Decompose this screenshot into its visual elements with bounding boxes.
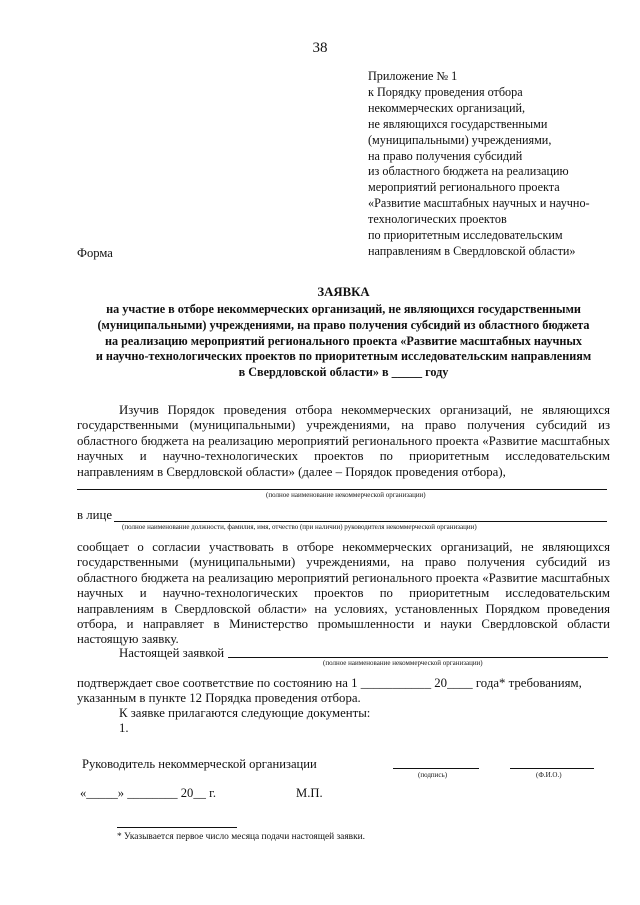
- head-name-caption: (полное наименование должности, фамилия, имя, отчество (при наличии) руководителя некоммерческой организации): [122, 523, 477, 531]
- attachment-item: 1.: [119, 721, 129, 735]
- subtitle-line: на реализацию мероприятий регионального проекта «Развитие масштабных научных: [104, 333, 583, 348]
- footnote: * Указывается первое число месяца подачи настоящей заявки.: [117, 832, 365, 842]
- confirm-line-1: подтверждает свое соответствие по состоянию на 1 ___________ 20____ года* требованиям,: [77, 676, 582, 690]
- footnote-separator: [117, 827, 237, 828]
- fio-caption: (Ф.И.О.): [536, 771, 562, 779]
- org-name-caption: (полное наименование некоммерческой организации): [266, 491, 426, 499]
- fio-field[interactable]: [510, 768, 594, 769]
- intro-paragraph: Изучив Порядок проведения отбора некоммерческих организаций, не являющихся государственными (муниципальными) учреждениями, на право получения субсидий из областного бюджета на реализацию мероприятий регионального проекта «Развитие масштабных научных и научно-технологических проектов по приоритетным исследовательским направлениям в Свердловской области» (далее – Порядок проведения отбора),: [77, 403, 610, 479]
- date-line: «_____» ________ 20__ г.: [80, 786, 216, 800]
- org-name-caption-2: (полное наименование некоммерческой организации): [323, 659, 483, 667]
- in-person-label: в лице: [77, 508, 113, 522]
- appendix-line: к Порядку проведения отбора: [368, 84, 523, 99]
- appendix-line: из областного бюджета на реализацию: [368, 164, 569, 179]
- document-title: ЗАЯВКА: [317, 285, 370, 299]
- attachments-label: К заявке прилагаются следующие документы:: [119, 706, 371, 720]
- appendix-line: по приоритетным исследовательским: [368, 228, 563, 243]
- subtitle-line: и научно-технологических проектов по приоритетным исследовательским направлениям: [95, 349, 592, 364]
- appendix-line: некоммерческих организаций,: [368, 100, 526, 115]
- head-label: Руководитель некоммерческой организации: [82, 757, 317, 771]
- consent-paragraph: сообщает о согласии участвовать в отборе некоммерческих организаций, не являющихся государственными (муниципальными) учреждениями, на право получения субсидий из областного бюджета на реализацию мероприятий регионального проекта «Развитие масштабных научных и научно-технологических проектов по приоритетным исследовательским направлениям в Свердловской области» на условиях, установленных Порядком проведения отбора, и направляет в Министерство промышленности и науки Свердловской области настоящую заявку.: [77, 540, 610, 647]
- appendix-line: не являющихся государственными: [368, 116, 548, 131]
- subtitle-line: (муниципальными) учреждениями, на право получения субсидий из областного бюджета: [97, 317, 590, 332]
- appendix-line: (муниципальными) учреждениями,: [368, 132, 552, 147]
- org-name-field-2[interactable]: [228, 657, 608, 658]
- page-number: 38: [312, 40, 328, 56]
- stamp-label: М.П.: [296, 786, 323, 800]
- appendix-line: Приложение № 1: [368, 69, 458, 83]
- form-label: Форма: [77, 246, 113, 260]
- subtitle-line: на участие в отборе некоммерческих организаций, не являющихся государственными: [106, 302, 581, 316]
- hereby-label: Настоящей заявкой: [119, 646, 225, 660]
- appendix-line: «Развитие масштабных научных и научно-: [368, 196, 590, 211]
- subtitle-line: в Свердловской области» в _____ году: [238, 365, 449, 380]
- head-name-field[interactable]: [114, 521, 607, 522]
- appendix-line: мероприятий регионального проекта: [368, 180, 560, 195]
- appendix-line: технологических проектов: [368, 212, 507, 227]
- appendix-line: на право получения субсидий: [368, 148, 523, 163]
- signature-caption: (подпись): [418, 771, 448, 779]
- org-name-field[interactable]: [77, 489, 607, 490]
- document-subtitle: [77, 302, 610, 381]
- appendix-block: [368, 69, 633, 260]
- signature-field[interactable]: [393, 768, 479, 769]
- appendix-line: направлениям в Свердловской области»: [368, 243, 576, 258]
- confirm-line-2: указанным в пункте 12 Порядка проведения отбора.: [77, 691, 361, 705]
